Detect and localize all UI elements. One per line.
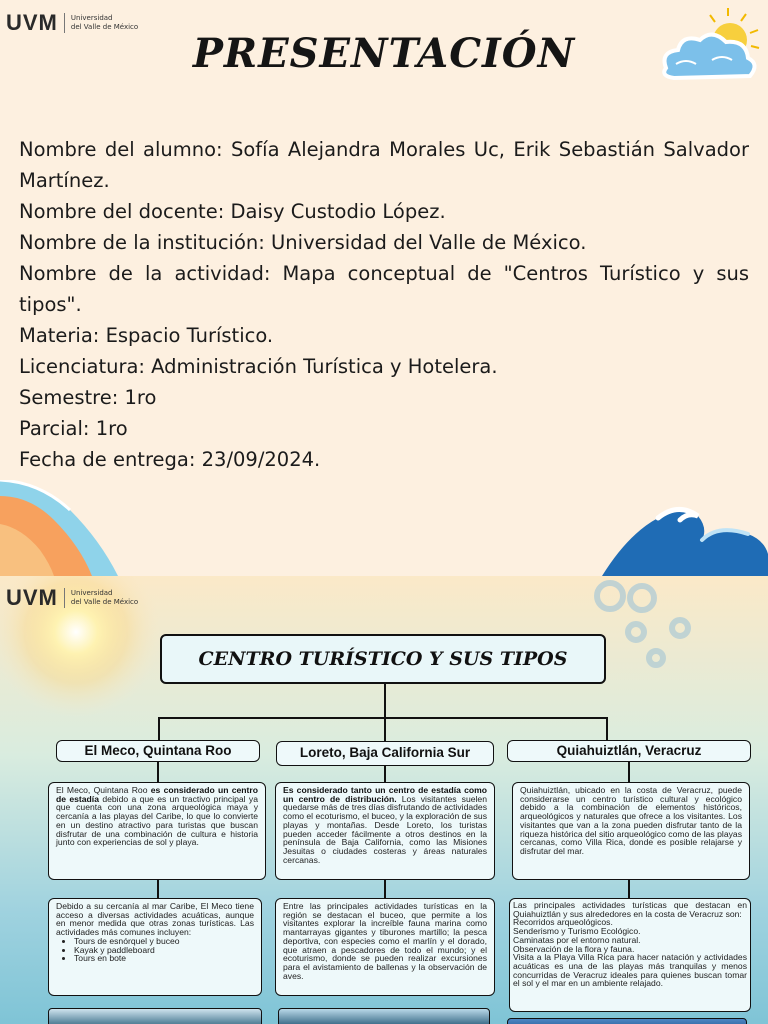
connector-line <box>384 880 386 898</box>
wave-right-illustration <box>598 494 768 576</box>
quiahuiztlan-activities-line: Observación de la flora y fauna. <box>513 943 635 954</box>
info-line: Nombre del alumno: Sofía Alejandra Morales Uc, Erik Sebastián Salvador Martínez. <box>19 138 749 192</box>
info-line: Parcial: 1ro <box>19 417 128 440</box>
box-quiahuiztlan-activities <box>509 898 751 1012</box>
box-el-meco-activities <box>48 898 262 996</box>
concept-map-page <box>0 576 768 1024</box>
text-span: Los visitantes suelen quedarse más de tres días disfrutando de actividades como el ecoturismo, el buceo, y la exploración de sus playas y montañas. Desde Loreto, los turistas pueden acceder fácilmente a otros destinos en la península de Baja California, como las Misiones Jesuitas o ciudades costeras y áreas naturales cercanas. <box>283 793 487 865</box>
text-span: debido a que es un tractivo principal ya que cuenta con una zona arqueológica maya y cercanía a las playas del Caribe, lo que lo convierte en un destino atractivo para turistas que buscan disfrutar de una combinación de cultura e historia junto con experiencias de sol y playa. <box>56 793 258 848</box>
logo-line-2: del Valle de México <box>70 23 139 31</box>
connector-line <box>158 717 608 719</box>
info-line: Nombre del docente: Daisy Custodio López. <box>19 200 446 223</box>
el-meco-activities-list <box>56 937 254 963</box>
sun-cloud-illustration <box>656 6 764 90</box>
uvm-logo <box>6 585 138 611</box>
photo-quiahuiztlan <box>507 1018 747 1024</box>
info-line: Nombre de la actividad: Mapa conceptual de "Centros Turístico y sus tipos". <box>19 262 749 316</box>
logo-divider <box>64 588 65 608</box>
logo-subtitle <box>71 589 138 607</box>
quiahuiztlan-activities-line: Visita a la Playa Villa Rica para hacer natación y actividades acuáticas es una de las playas más tranquilas y menos concurridas de Veracruz ideales para quienes buscan tomar el sol y el mar en un ambiente relajado. <box>513 952 747 989</box>
connector-line <box>384 766 386 782</box>
heading-el-meco: El Meco, Quintana Roo <box>56 740 260 762</box>
info-line: Licenciatura: Administración Turística y Hotelera. <box>19 355 498 378</box>
connector-line <box>157 762 159 782</box>
list-item: • Tours en bote <box>74 954 254 963</box>
info-line: Materia: Espacio Turístico. <box>19 324 274 347</box>
logo-line-2: del Valle de México <box>70 598 139 606</box>
el-meco-activities-text: Debido a su cercanía al mar Caribe, El Meco tiene acceso a diversas actividades acuáticas, aunque en menor medida que otras zonas turísticas. Las actividades más comunes incluyen: <box>56 901 254 938</box>
quiahuiztlan-activities-line: Caminatas por el entorno natural. <box>513 934 641 945</box>
connector-line <box>157 880 159 898</box>
heading-quiahuiztlan: Quiahuiztlán, Veracruz <box>507 740 751 762</box>
connector-line <box>606 717 608 741</box>
box-el-meco-description <box>48 782 266 880</box>
info-line: Fecha de entrega: 23/09/2024. <box>19 448 321 471</box>
heading-loreto: Loreto, Baja California Sur <box>276 741 494 766</box>
text-span: El Meco, Quintana Roo <box>56 785 151 795</box>
box-quiahuiztlan-description <box>512 782 750 880</box>
quiahuiztlan-activities-line: Senderismo y Turismo Ecológico. <box>513 926 641 937</box>
photo-el-meco <box>48 1008 262 1024</box>
bold-span: es considerado un centro de estadía <box>56 785 258 804</box>
photo-loreto <box>278 1008 490 1024</box>
box-loreto-activities <box>275 898 495 996</box>
page-title: PRESENTACIÓN <box>192 30 576 77</box>
info-line: Semestre: 1ro <box>19 386 157 409</box>
logo-line-1: Universidad <box>70 589 113 597</box>
list-item: • Tours de esnórquel y buceo <box>74 937 254 946</box>
connector-line <box>384 684 386 718</box>
list-item: • Kayak y paddleboard <box>74 946 254 955</box>
bold-span: Es considerado tanto un centro de estadía como un centro de distribución. <box>283 785 487 804</box>
logo-line-1: Universidad <box>70 14 113 22</box>
wave-left-illustration <box>0 480 120 576</box>
concept-map-title: CENTRO TURÍSTICO Y SUS TIPOS <box>160 634 606 684</box>
bubbles-decoration <box>590 576 710 676</box>
presentation-info <box>19 134 749 475</box>
connector-line <box>158 717 160 741</box>
loreto-activities-text: Entre las principales actividades turísticas en la región se destacan el buceo, que permite a los visitantes explorar la increíble fauna marina como mantarrayas gigantes y tiburones martillo; la pesca deportiva, con especies como el marlín y el dorado, que atraen a pescadores de todo el mundo; y el ecoturismo, donde se pueden realizar excursiones para el avistamiento de ballenas y la observación de aves. <box>283 901 487 981</box>
connector-line <box>628 880 630 898</box>
quiahuiztlan-activities-line: Las principales actividades turísticas que destacan en Quiahuiztlán y sus alrededores en la costa de Veracruz son: <box>513 900 747 919</box>
connector-line <box>384 717 386 741</box>
quiahuiztlan-activities-line: Recorridos arqueológicos. <box>513 917 613 928</box>
info-line: Nombre de la institución: Universidad del Valle de México. <box>19 231 587 254</box>
logo-mark: UVM <box>6 10 58 35</box>
logo-mark: UVM <box>6 585 58 610</box>
quiahuiztlan-description: Quiahuiztlán, ubicado en la costa de Veracruz, puede considerarse un centro turístico cultural y ecológico debido a la combinación de elementos históricos, arqueológicos y naturales que ofrece a los visitantes. Los visitantes que van a la zona pueden disfrutar tanto de la riqueza histórica del sitio arqueológico como de las playas cercanas, como Villa Rica, donde es posible relajarse y disfrutar del mar. <box>520 785 742 856</box>
connector-line <box>628 762 630 782</box>
box-loreto-description <box>275 782 495 880</box>
el-meco-description <box>56 786 258 847</box>
loreto-description <box>283 786 487 864</box>
